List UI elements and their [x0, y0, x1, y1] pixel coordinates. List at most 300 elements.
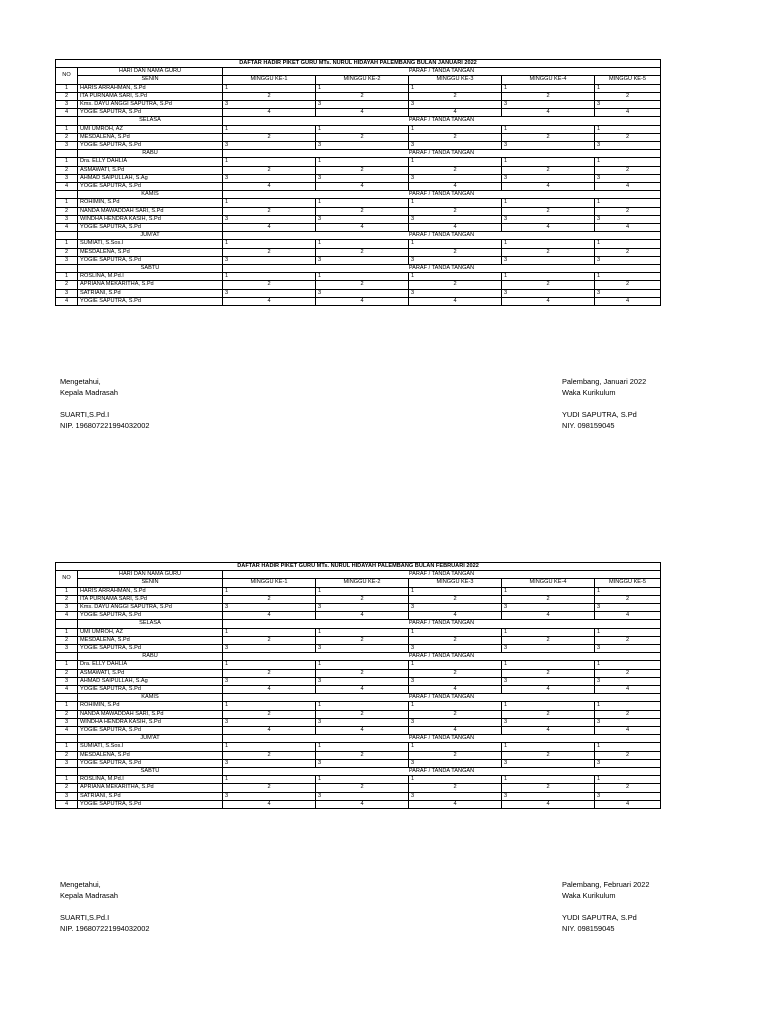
row-number: 4 — [56, 224, 78, 232]
header-row — [56, 68, 661, 76]
signature-slot: 1 — [502, 125, 595, 133]
signature-slot: 4 — [223, 297, 316, 305]
day-paraf: PARAF / TANDA TANGAN — [223, 150, 661, 158]
spacer — [60, 398, 149, 409]
signature-slot: 1 — [595, 199, 661, 207]
signature-slot: 4 — [409, 612, 502, 620]
signature-slot: 4 — [316, 612, 409, 620]
signature-slot: 1 — [595, 125, 661, 133]
day-name: KAMIS — [78, 694, 223, 702]
signature-slot: 1 — [595, 158, 661, 166]
signature-slot: 3 — [316, 718, 409, 726]
signature-slot: 3 — [502, 174, 595, 182]
signature-slot: 3 — [316, 215, 409, 223]
signature-slot: 4 — [316, 297, 409, 305]
row-number: 3 — [56, 677, 78, 685]
signature-slot: 4 — [595, 224, 661, 232]
teacher-name: YOGIE SAPUTRA, S.Pd — [78, 686, 223, 694]
signature-slot: 1 — [409, 661, 502, 669]
empty-cell — [56, 232, 78, 240]
row-number: 2 — [56, 281, 78, 289]
row-number: 2 — [56, 784, 78, 792]
signature-slot: 3 — [502, 792, 595, 800]
signature-slot: 2 — [502, 166, 595, 174]
signature-slot: 2 — [502, 248, 595, 256]
signature-slot: 3 — [502, 645, 595, 653]
signature-slot: 2 — [502, 710, 595, 718]
signature-slot: 2 — [223, 92, 316, 100]
signature-slot: 4 — [316, 109, 409, 117]
day-row — [56, 579, 661, 587]
teacher-row — [56, 174, 661, 182]
signature-slot: 1 — [223, 125, 316, 133]
signature-slot: 1 — [316, 702, 409, 710]
day-name: SABTU — [78, 265, 223, 273]
signature-slot: 2 — [502, 669, 595, 677]
signature-slot: 1 — [223, 776, 316, 784]
day-row — [56, 768, 661, 776]
signature-slot: 3 — [502, 759, 595, 767]
signature-slot: 1 — [502, 743, 595, 751]
mengetahui-label: Mengetahui, — [60, 880, 101, 889]
teacher-name: Dra. ELLY DAHLIA — [78, 158, 223, 166]
signature-slot: 1 — [223, 199, 316, 207]
row-number: 2 — [56, 751, 78, 759]
teacher-row — [56, 669, 661, 677]
empty-cell — [56, 117, 78, 125]
teacher-row — [56, 677, 661, 685]
signature-slot: 1 — [409, 743, 502, 751]
attendance-sheet-february — [55, 562, 660, 809]
spacer — [562, 901, 650, 912]
teacher-name: APRIANA MEKARITHA, S.Pd — [78, 281, 223, 289]
place-date: Palembang, Februari 2022 — [562, 880, 650, 889]
signature-slot: 4 — [502, 800, 595, 808]
teacher-name: YOGIE SAPUTRA, S.Pd — [78, 645, 223, 653]
signature-slot: 3 — [316, 604, 409, 612]
signature-slot: 4 — [595, 109, 661, 117]
signature-slot: 3 — [409, 759, 502, 767]
teacher-name: MESDALENA, S.Pd — [78, 248, 223, 256]
signature-slot: 2 — [502, 784, 595, 792]
signature-slot: 3 — [316, 792, 409, 800]
row-number: 4 — [56, 297, 78, 305]
signature-slot: 1 — [316, 240, 409, 248]
signature-slot: 2 — [316, 248, 409, 256]
teacher-row — [56, 628, 661, 636]
teacher-row — [56, 636, 661, 644]
teacher-row — [56, 273, 661, 281]
signature-slot: 1 — [595, 702, 661, 710]
teacher-name: MESDALENA, S.Pd — [78, 636, 223, 644]
signature-slot: 4 — [223, 183, 316, 191]
signature-slot: 2 — [316, 595, 409, 603]
signature-slot: 1 — [316, 273, 409, 281]
teacher-row — [56, 84, 661, 92]
day-name: SENIN — [78, 579, 223, 587]
day-row — [56, 150, 661, 158]
teacher-row — [56, 240, 661, 248]
signature-slot: 3 — [316, 759, 409, 767]
teacher-name: AHMAD SAIPULLAH, S.Ag — [78, 174, 223, 182]
signature-slot: 1 — [316, 776, 409, 784]
spacer — [562, 398, 646, 409]
waka-niy: NIY. 098159045 — [562, 421, 615, 430]
signature-slot: 2 — [223, 669, 316, 677]
row-number: 4 — [56, 183, 78, 191]
waka-kurikulum-label: Waka Kurikulum — [562, 891, 616, 900]
headmaster-nip: NIP. 196807221994032002 — [60, 421, 150, 430]
attendance-sheet-january — [55, 59, 660, 306]
signature-slot: 3 — [595, 792, 661, 800]
signature-slot: 3 — [502, 256, 595, 264]
signature-slot: 3 — [409, 215, 502, 223]
signature-slot: 3 — [595, 645, 661, 653]
row-number: 3 — [56, 645, 78, 653]
header-paraf: PARAF / TANDA TANGAN — [223, 571, 661, 579]
teacher-row — [56, 710, 661, 718]
signature-slot: 2 — [409, 281, 502, 289]
signature-slot: 2 — [316, 92, 409, 100]
signature-slot: 2 — [409, 166, 502, 174]
signature-slot: 1 — [409, 702, 502, 710]
signature-slot: 1 — [502, 240, 595, 248]
signature-slot: 1 — [316, 587, 409, 595]
signature-slot: 2 — [409, 669, 502, 677]
row-number: 1 — [56, 587, 78, 595]
signature-slot: 3 — [409, 101, 502, 109]
teacher-row — [56, 661, 661, 669]
signature-slot: 4 — [502, 109, 595, 117]
signature-slot: 3 — [316, 289, 409, 297]
signature-slot: 3 — [223, 142, 316, 150]
signature-slot: 4 — [595, 686, 661, 694]
teacher-name: ROHIMIN, S.Pd — [78, 199, 223, 207]
signature-slot: 3 — [409, 677, 502, 685]
empty-cell — [56, 191, 78, 199]
signature-slot: 2 — [316, 636, 409, 644]
signature-slot: 2 — [316, 669, 409, 677]
day-paraf: PARAF / TANDA TANGAN — [223, 232, 661, 240]
signature-slot: 3 — [223, 289, 316, 297]
signature-slot: 4 — [409, 224, 502, 232]
teacher-name: YOGIE SAPUTRA, S.Pd — [78, 800, 223, 808]
signature-slot: 3 — [223, 645, 316, 653]
teacher-name: WINDHA HENDRA KASIH, S.Pd — [78, 215, 223, 223]
signature-left-february — [60, 879, 149, 934]
signature-slot: 4 — [595, 297, 661, 305]
signature-slot: 3 — [595, 101, 661, 109]
signature-slot: 2 — [316, 281, 409, 289]
teacher-name: Dra. ELLY DAHLIA — [78, 661, 223, 669]
signature-slot: 1 — [502, 587, 595, 595]
signature-slot: 4 — [223, 727, 316, 735]
teacher-name: MESDALENA, S.Pd — [78, 751, 223, 759]
signature-slot: 2 — [223, 133, 316, 141]
day-row — [56, 76, 661, 84]
signature-slot: 1 — [595, 240, 661, 248]
week-header: MINGGU KE-4 — [502, 579, 595, 587]
signature-slot: 3 — [502, 142, 595, 150]
signature-slot: 4 — [409, 297, 502, 305]
teacher-row — [56, 612, 661, 620]
week-header: MINGGU KE-2 — [316, 579, 409, 587]
day-row — [56, 694, 661, 702]
signature-slot: 2 — [409, 207, 502, 215]
row-number: 4 — [56, 612, 78, 620]
signature-slot: 1 — [316, 661, 409, 669]
teacher-name: YOGIE SAPUTRA, S.Pd — [78, 727, 223, 735]
signature-slot: 4 — [316, 727, 409, 735]
signature-slot: 3 — [223, 759, 316, 767]
signature-right-february — [562, 879, 650, 934]
teacher-name: Kms. DAYU ANGGI SAPUTRA, S.Pd — [78, 604, 223, 612]
signature-slot: 1 — [409, 158, 502, 166]
teacher-name: WINDHA HENDRA KASIH, S.Pd — [78, 718, 223, 726]
signature-slot: 3 — [502, 677, 595, 685]
teacher-row — [56, 595, 661, 603]
day-row — [56, 653, 661, 661]
teacher-row — [56, 587, 661, 595]
day-paraf: PARAF / TANDA TANGAN — [223, 620, 661, 628]
signature-slot: 4 — [223, 612, 316, 620]
signature-slot: 3 — [316, 142, 409, 150]
teacher-row — [56, 702, 661, 710]
teacher-row — [56, 751, 661, 759]
day-row — [56, 735, 661, 743]
signature-slot: 3 — [223, 215, 316, 223]
row-number: 3 — [56, 101, 78, 109]
teacher-row — [56, 109, 661, 117]
teacher-name: MESDALENA, S.Pd — [78, 133, 223, 141]
signature-slot: 4 — [409, 727, 502, 735]
row-number: 1 — [56, 158, 78, 166]
week-header: MINGGU KE-3 — [409, 579, 502, 587]
signature-slot: 1 — [223, 702, 316, 710]
signature-slot: 1 — [595, 628, 661, 636]
signature-slot: 2 — [502, 281, 595, 289]
teacher-row — [56, 125, 661, 133]
signature-slot: 4 — [316, 183, 409, 191]
signature-slot: 2 — [223, 281, 316, 289]
row-number: 4 — [56, 800, 78, 808]
day-paraf: PARAF / TANDA TANGAN — [223, 694, 661, 702]
signature-slot: 2 — [595, 248, 661, 256]
signature-slot: 4 — [502, 183, 595, 191]
signature-slot: 1 — [223, 240, 316, 248]
signature-slot: 3 — [223, 718, 316, 726]
teacher-name: YOGIE SAPUTRA, S.Pd — [78, 183, 223, 191]
signature-slot: 2 — [502, 92, 595, 100]
signature-slot: 2 — [316, 166, 409, 174]
teacher-row — [56, 248, 661, 256]
row-number: 1 — [56, 661, 78, 669]
teacher-row — [56, 281, 661, 289]
teacher-name: YOGIE SAPUTRA, S.Pd — [78, 297, 223, 305]
signature-slot: 2 — [409, 784, 502, 792]
teacher-name: ROSLINA, M.Pd.I — [78, 273, 223, 281]
teacher-name: Kms. DAYU ANGGI SAPUTRA, S.Pd — [78, 101, 223, 109]
signature-slot: 1 — [223, 628, 316, 636]
signature-slot: 2 — [409, 133, 502, 141]
signature-slot: 1 — [316, 743, 409, 751]
day-row — [56, 191, 661, 199]
signature-slot: 2 — [409, 595, 502, 603]
teacher-row — [56, 207, 661, 215]
signature-slot: 1 — [595, 743, 661, 751]
day-paraf: PARAF / TANDA TANGAN — [223, 735, 661, 743]
day-name: SENIN — [78, 76, 223, 84]
row-number: 2 — [56, 669, 78, 677]
teacher-name: UMI UMROH, AZ — [78, 628, 223, 636]
signature-slot: 2 — [502, 207, 595, 215]
teacher-row — [56, 686, 661, 694]
week-header: MINGGU KE-3 — [409, 76, 502, 84]
day-name: SELASA — [78, 620, 223, 628]
signature-slot: 1 — [409, 628, 502, 636]
header-no: NO — [56, 571, 78, 587]
signature-slot: 4 — [223, 686, 316, 694]
teacher-name: ROHIMIN, S.Pd — [78, 702, 223, 710]
teacher-name: HARIS ARRAHMAN, S.Pd — [78, 587, 223, 595]
row-number: 3 — [56, 256, 78, 264]
signature-slot: 3 — [409, 792, 502, 800]
teacher-name: ITA PURNAMA SARI, S.Pd — [78, 92, 223, 100]
signature-slot: 1 — [409, 240, 502, 248]
row-number: 3 — [56, 759, 78, 767]
signature-slot: 4 — [595, 183, 661, 191]
signature-slot: 4 — [223, 224, 316, 232]
signature-slot: 1 — [502, 273, 595, 281]
signature-slot: 1 — [502, 776, 595, 784]
teacher-name: SUMIATI, S.Sos.I — [78, 240, 223, 248]
signature-slot: 2 — [595, 636, 661, 644]
signature-slot: 3 — [223, 604, 316, 612]
signature-slot: 3 — [223, 792, 316, 800]
row-number: 1 — [56, 776, 78, 784]
signature-slot: 4 — [502, 224, 595, 232]
teacher-row — [56, 133, 661, 141]
signature-slot: 1 — [502, 84, 595, 92]
headmaster-name: SUARTI,S.Pd.I — [60, 410, 110, 419]
day-name: RABU — [78, 150, 223, 158]
header-row — [56, 571, 661, 579]
row-number: 1 — [56, 628, 78, 636]
signature-slot: 3 — [223, 174, 316, 182]
day-paraf: PARAF / TANDA TANGAN — [223, 191, 661, 199]
headmaster-nip: NIP. 196807221994032002 — [60, 924, 150, 933]
day-name: SELASA — [78, 117, 223, 125]
signature-slot: 3 — [223, 101, 316, 109]
signature-slot: 1 — [595, 661, 661, 669]
signature-slot: 3 — [595, 677, 661, 685]
signature-slot: 1 — [223, 743, 316, 751]
row-number: 1 — [56, 84, 78, 92]
signature-slot: 2 — [595, 784, 661, 792]
teacher-row — [56, 800, 661, 808]
day-paraf: PARAF / TANDA TANGAN — [223, 768, 661, 776]
signature-slot: 1 — [502, 158, 595, 166]
signature-slot: 2 — [595, 710, 661, 718]
signature-slot: 3 — [502, 718, 595, 726]
teacher-row — [56, 759, 661, 767]
signature-slot: 1 — [502, 661, 595, 669]
signature-slot: 2 — [409, 710, 502, 718]
signature-slot: 3 — [595, 718, 661, 726]
teacher-row — [56, 92, 661, 100]
row-number: 3 — [56, 174, 78, 182]
signature-slot: 1 — [223, 587, 316, 595]
signature-slot: 3 — [595, 604, 661, 612]
signature-slot: 4 — [502, 686, 595, 694]
teacher-name: APRIANA MEKARITHA, S.Pd — [78, 784, 223, 792]
place-date: Palembang, Januari 2022 — [562, 377, 647, 386]
signature-slot: 3 — [502, 289, 595, 297]
signature-right-january — [562, 376, 646, 431]
signature-slot: 2 — [409, 636, 502, 644]
signature-slot: 2 — [223, 710, 316, 718]
signature-slot: 2 — [595, 751, 661, 759]
week-header: MINGGU KE-1 — [223, 76, 316, 84]
signature-slot: 2 — [409, 92, 502, 100]
signature-slot: 3 — [316, 256, 409, 264]
day-name: JUM'AT — [78, 232, 223, 240]
empty-cell — [56, 150, 78, 158]
day-row — [56, 265, 661, 273]
signature-slot: 2 — [595, 595, 661, 603]
week-header: MINGGU KE-1 — [223, 579, 316, 587]
signature-left-january — [60, 376, 149, 431]
signature-slot: 3 — [409, 718, 502, 726]
signature-slot: 2 — [223, 751, 316, 759]
header-paraf: PARAF / TANDA TANGAN — [223, 68, 661, 76]
signature-slot: 1 — [409, 587, 502, 595]
row-number: 2 — [56, 248, 78, 256]
sheet-title: DAFTAR HADIR PIKET GURU MTs. NURUL HIDAYAH PALEMBANG BULAN FEBRUARI 2022 — [56, 563, 661, 571]
row-number: 1 — [56, 273, 78, 281]
signature-slot: 2 — [409, 248, 502, 256]
title-row — [56, 60, 661, 68]
signature-slot: 3 — [502, 604, 595, 612]
week-header: MINGGU KE-2 — [316, 76, 409, 84]
row-number: 2 — [56, 710, 78, 718]
teacher-name: YOGIE SAPUTRA, S.Pd — [78, 759, 223, 767]
signature-slot: 4 — [223, 109, 316, 117]
signature-slot: 1 — [316, 125, 409, 133]
signature-slot: 4 — [316, 686, 409, 694]
signature-slot: 4 — [223, 800, 316, 808]
signature-slot: 2 — [595, 669, 661, 677]
signature-slot: 2 — [595, 166, 661, 174]
teacher-name: NANDA MAWADDAH SARI, S.Pd — [78, 207, 223, 215]
teacher-row — [56, 792, 661, 800]
signature-slot: 4 — [595, 800, 661, 808]
teacher-name: UMI UMROH, AZ — [78, 125, 223, 133]
signature-slot: 4 — [316, 224, 409, 232]
teacher-row — [56, 297, 661, 305]
empty-cell — [56, 768, 78, 776]
row-number: 2 — [56, 133, 78, 141]
row-number: 2 — [56, 92, 78, 100]
signature-slot: 1 — [316, 628, 409, 636]
signature-slot: 2 — [316, 133, 409, 141]
title-row — [56, 563, 661, 571]
day-row — [56, 232, 661, 240]
signature-slot: 1 — [223, 661, 316, 669]
teacher-row — [56, 776, 661, 784]
empty-cell — [56, 265, 78, 273]
day-row — [56, 117, 661, 125]
